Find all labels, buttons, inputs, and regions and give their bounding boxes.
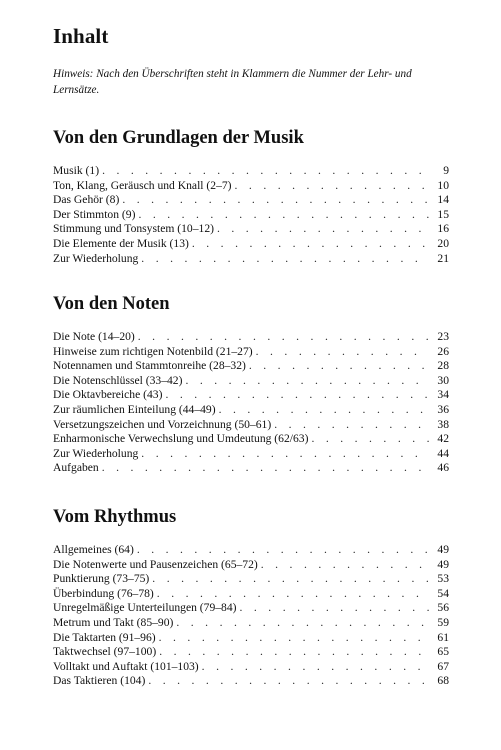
toc-entry (53, 601, 449, 616)
toc-entry-page-number: 28 (437, 359, 449, 373)
toc-entry-title: Das Gehör (8) (53, 193, 122, 208)
toc-entry-title: Notennamen und Stammtonreihe (28–32) (53, 359, 249, 374)
toc-entry-title: Aufgaben (53, 461, 102, 476)
toc-entry (53, 558, 449, 573)
toc-entry (53, 432, 449, 447)
toc-entry-title: Die Note (14–20) (53, 330, 138, 345)
toc-entry-page-number: 53 (437, 572, 449, 586)
toc-entry (53, 447, 449, 462)
dot-leader (240, 601, 429, 616)
toc-entry (53, 616, 449, 631)
toc-entry-title: Stimmung und Tonsystem (10–12) (53, 222, 217, 237)
toc-entry-page-number: 46 (437, 461, 449, 475)
toc-entry (53, 164, 449, 179)
toc-entry (53, 572, 449, 587)
dot-leader (185, 374, 429, 389)
toc-entry-page-number: 61 (437, 630, 449, 644)
toc-entry-page-number: 36 (437, 402, 449, 416)
toc-entry-title: Unregelmäßige Unterteilungen (79–84) (53, 601, 240, 616)
toc-entry (53, 461, 449, 476)
dot-leader (137, 543, 429, 558)
dot-leader (192, 237, 429, 252)
dot-leader (159, 631, 429, 646)
toc-entry-page-number: 38 (437, 417, 449, 431)
toc-entry-title: Zur Wiederholung (53, 252, 141, 267)
page-title: Inhalt (53, 24, 109, 48)
toc-entry-title: Hinweise zum richtigen Notenbild (21–27) (53, 345, 256, 360)
toc-entry (53, 359, 449, 374)
toc-entry-title: Das Taktieren (104) (53, 674, 148, 689)
toc-entry (53, 388, 449, 403)
toc-entry (53, 403, 449, 418)
dot-leader (138, 330, 429, 345)
toc-entry-page-number: 23 (437, 330, 449, 343)
dot-leader (152, 572, 429, 587)
dot-leader (202, 660, 429, 675)
toc-entry-title: Die Notenwerte und Pausenzeichen (65–72) (53, 558, 261, 573)
dot-leader (159, 645, 429, 660)
toc-entry-title: Versetzungszeichen und Vorzeichnung (50–61) (53, 418, 274, 433)
toc-entry-page-number: 65 (437, 645, 449, 659)
toc-entry-page-number: 16 (437, 222, 449, 236)
dot-leader (219, 403, 429, 418)
toc-entry (53, 660, 449, 675)
toc-entry-title: Überbindung (76–78) (53, 587, 157, 602)
dot-leader (138, 208, 429, 223)
toc-entry (53, 179, 449, 194)
toc-list-grundlagen (53, 164, 449, 266)
dot-leader (256, 345, 429, 360)
toc-entry-title: Die Oktavbereiche (43) (53, 388, 165, 403)
toc-list-noten (53, 330, 449, 476)
dot-leader (141, 252, 429, 267)
toc-entry (53, 345, 449, 360)
toc-entry-page-number: 14 (437, 193, 449, 207)
toc-entry-page-number: 26 (437, 344, 449, 358)
toc-entry (53, 631, 449, 646)
dot-leader (261, 558, 429, 573)
toc-entry (53, 330, 449, 345)
dot-leader (165, 388, 429, 403)
toc-entry-page-number: 44 (437, 446, 449, 460)
toc-entry-title: Ton, Klang, Geräusch und Knall (2–7) (53, 179, 235, 194)
dot-leader (176, 616, 429, 631)
toc-entry-title: Zur räumlichen Einteilung (44–49) (53, 403, 219, 418)
toc-entry-page-number: 21 (437, 251, 449, 265)
toc-entry-page-number: 54 (437, 586, 449, 600)
toc-entry-title: Punktierung (73–75) (53, 572, 152, 587)
toc-entry (53, 222, 449, 237)
toc-entry (53, 645, 449, 660)
toc-entry-title: Die Taktarten (91–96) (53, 631, 159, 646)
toc-entry-title: Allgemeines (64) (53, 543, 137, 558)
toc-entry-title: Taktwechsel (97–100) (53, 645, 159, 660)
toc-entry-page-number: 42 (437, 432, 449, 446)
dot-leader (235, 179, 429, 194)
dot-leader (249, 359, 429, 374)
toc-entry-title: Der Stimmton (9) (53, 208, 138, 223)
toc-entry-page-number: 10 (437, 178, 449, 192)
toc-entry (53, 208, 449, 223)
toc-entry-page-number: 56 (437, 601, 449, 615)
toc-entry-page-number: 15 (437, 207, 449, 221)
dot-leader (157, 587, 429, 602)
toc-entry-title: Metrum und Takt (85–90) (53, 616, 176, 631)
dot-leader (148, 674, 429, 689)
toc-entry-page-number: 59 (437, 615, 449, 629)
toc-entry-title: Die Notenschlüssel (33–42) (53, 374, 185, 389)
toc-entry-page-number: 68 (437, 674, 449, 688)
dot-leader (141, 447, 429, 462)
toc-entry-title: Volltakt und Auftakt (101–103) (53, 660, 202, 675)
toc-entry (53, 252, 449, 267)
toc-entry (53, 543, 449, 558)
toc-entry-page-number: 30 (437, 373, 449, 387)
toc-entry-page-number: 49 (437, 543, 449, 556)
toc-entry (53, 587, 449, 602)
dot-leader (102, 461, 429, 476)
hint-note: Hinweis: Nach den Überschriften steht in Klammern die Nummer der Lehr- und Lernsätze. (53, 68, 412, 96)
dot-leader (102, 164, 429, 179)
dot-leader (122, 193, 429, 208)
toc-entry-page-number: 34 (437, 388, 449, 402)
dot-leader (311, 432, 429, 447)
toc-entry-title: Die Elemente der Musik (13) (53, 237, 192, 252)
dot-leader (217, 222, 429, 237)
toc-list-rhythmus (53, 543, 449, 689)
toc-entry-page-number: 67 (437, 659, 449, 673)
toc-entry (53, 418, 449, 433)
toc-entry-page-number: 49 (437, 557, 449, 571)
dot-leader (274, 418, 429, 433)
section-heading-grundlagen: Von den Grundlagen der Musik (53, 128, 304, 148)
toc-entry-title: Zur Wiederholung (53, 447, 141, 462)
section-heading-noten: Von den Noten (53, 294, 170, 314)
toc-entry (53, 237, 449, 252)
toc-entry-title: Enharmonische Verwechslung und Umdeutung (62/63) (53, 432, 311, 447)
toc-entry-page-number: 9 (443, 164, 449, 177)
toc-entry (53, 193, 449, 208)
section-heading-rhythmus: Vom Rhythmus (53, 507, 177, 527)
toc-entry-page-number: 20 (437, 236, 449, 250)
toc-entry (53, 674, 449, 689)
toc-entry (53, 374, 449, 389)
toc-entry-title: Musik (1) (53, 164, 102, 179)
